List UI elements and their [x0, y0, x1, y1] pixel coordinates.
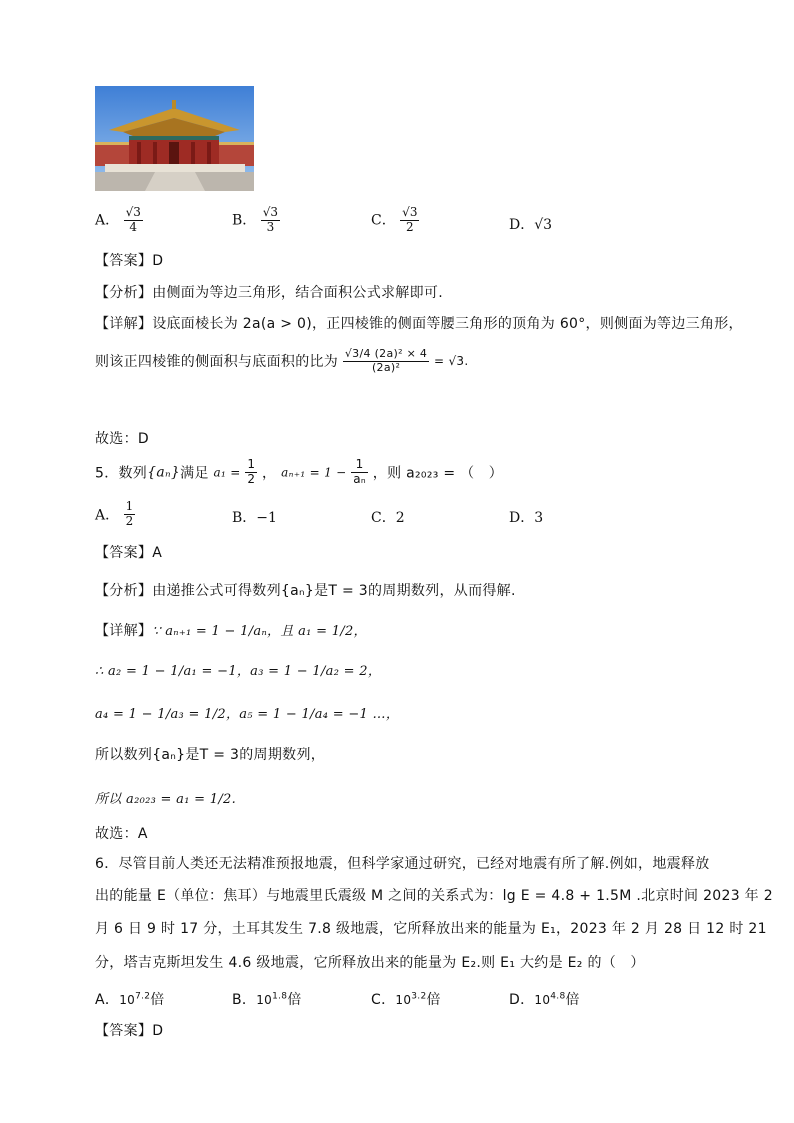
detail-math: 所以 a₂₀₂₃ = a₁ = 1/2.: [95, 792, 237, 807]
detail-tag: 【详解】: [95, 623, 153, 639]
stem-text: 6．尽管目前人类还无法精准预报地震，但科学家通过研究，已经对地震有所了解.例如，地震释放: [95, 856, 710, 872]
option-letter: B．: [232, 510, 257, 526]
stem-text: 分，塔吉克斯坦发生 4.6 级地震，它所释放出来的能量为 E₂.则 E₁ 大约是 E₂ 的（ ）: [95, 955, 645, 971]
option-letter: A．: [95, 212, 120, 229]
q5-option-d: [509, 507, 543, 527]
q5-choice: [95, 823, 148, 843]
palace-photo: [95, 86, 254, 191]
option-letter: C．: [371, 510, 396, 526]
q4-option-a: [95, 206, 143, 235]
option-unit: 倍: [426, 992, 441, 1008]
analysis-tag: 【分析】: [95, 285, 153, 301]
q6-answer-line: [95, 1020, 163, 1040]
answer-value: D: [152, 253, 164, 269]
stem-text: 满足: [180, 465, 209, 482]
q5-option-c: [371, 507, 405, 527]
q5-analysis-line: [95, 580, 516, 600]
detail-math: ∴ a₂ = 1 − 1/a₁ = −1，a₃ = 1 − 1/a₂ = 2，: [95, 664, 382, 679]
power-base: 10: [256, 993, 273, 1007]
q4-analysis-line: [95, 282, 443, 302]
stem-text: 出的能量 E（单位：焦耳）与地震里氏震级 M 之间的关系式为：lg E = 4.8 + 1.5M .北京时间 2023 年 2: [95, 888, 773, 904]
q5-detail-line2: [95, 660, 381, 679]
frac-denominator: 2: [247, 471, 256, 486]
q4-option-d: [509, 214, 552, 234]
frac-numerator: √3: [125, 205, 141, 219]
choice-text: 故选：D: [95, 431, 149, 447]
analysis-text: 由递推公式可得数列{aₙ}是T = 3的周期数列，从而得解.: [152, 583, 516, 599]
answer-value: A: [152, 545, 163, 561]
q5-detail-line3: [95, 703, 399, 722]
q6-option-b: [232, 989, 302, 1009]
q6-option-c: [371, 989, 441, 1009]
power-base: 10: [395, 993, 412, 1007]
frac-denominator: aₙ: [353, 471, 366, 486]
option-letter: D．: [509, 992, 535, 1008]
frac-numerator: 1: [351, 458, 368, 473]
option-letter: D．: [509, 510, 535, 526]
q6-stem-line2: [95, 885, 773, 905]
q4-detail-line1: [95, 313, 743, 333]
a1-expression: a₁ =: [213, 465, 241, 480]
option-value: −1: [256, 510, 277, 526]
q5-stem: 5．数列{aₙ}满足 a₁ = $\frac{1}{2}$ ， aₙ₊₁ = 1 − $\frac{1}{\text{aₙ}}$ ，则 a₂₀₂₃ = （ ）: [95, 457, 504, 486]
detail-text: 设底面棱长为 2a(a > 0)，正四棱锥的侧面等腰三角形的顶角为 60°，则侧面为等边三角形，: [152, 316, 743, 332]
q6-option-a: [95, 989, 165, 1009]
option-letter: A．: [95, 507, 120, 524]
analysis-text: 由侧面为等边三角形，结合面积公式求解即可.: [152, 285, 443, 301]
ratio-numerator: √3/4 (2a)² × 4: [344, 347, 428, 360]
power-exponent: 1.8: [272, 991, 288, 1002]
frac-denominator: 2: [405, 219, 414, 234]
power-exponent: 4.8: [550, 991, 566, 1002]
option-letter: B．: [232, 212, 257, 229]
q6-stem-line3: [95, 918, 767, 938]
frac-denominator: 3: [266, 219, 275, 234]
frac-denominator: 4: [129, 219, 138, 234]
option-unit: 倍: [150, 992, 165, 1008]
stem-text: ，则 a₂₀₂₃ = （ ）: [372, 465, 504, 482]
option-letter: A．: [95, 992, 120, 1008]
option-value: 3: [534, 510, 544, 526]
option-letter: C．: [371, 992, 396, 1008]
answer-value: D: [152, 1023, 164, 1039]
q4-detail-line2: [95, 348, 468, 374]
answer-tag: 【答案】: [95, 253, 153, 269]
ratio-result: = √3.: [434, 354, 469, 369]
answer-tag: 【答案】: [95, 1023, 153, 1039]
q4-option-c: [371, 206, 419, 235]
power-base: 10: [119, 993, 136, 1007]
analysis-tag: 【分析】: [95, 583, 153, 599]
sequence-symbol: {aₙ}: [147, 464, 181, 481]
power-exponent: 7.2: [135, 991, 151, 1002]
recurrence-expression: aₙ₊₁ = 1 −: [281, 465, 347, 480]
frac-numerator: √3: [402, 205, 418, 219]
q6-stem-line4: [95, 952, 645, 972]
frac-numerator: √3: [262, 205, 279, 219]
answer-tag: 【答案】: [95, 545, 153, 561]
option-unit: 倍: [565, 992, 580, 1008]
option-value: √3: [534, 217, 553, 233]
detail-math: a₄ = 1 − 1/a₃ = 1/2，a₅ = 1 − 1/a₄ = −1 …，: [95, 707, 400, 722]
frac-numerator: 1: [247, 457, 256, 471]
q6-stem-line1: [95, 853, 710, 873]
choice-text: 故选：A: [95, 826, 148, 842]
palace-illustration: [95, 86, 254, 191]
frac-denominator: 2: [125, 513, 134, 528]
ratio-denominator: (2a)²: [371, 360, 401, 374]
option-value: 2: [395, 510, 405, 526]
q5-detail-line4: [95, 744, 325, 764]
option-letter: C．: [371, 212, 396, 229]
detail-math: ∵ aₙ₊₁ = 1 − 1/aₙ，且 a₁ = 1/2，: [152, 624, 367, 639]
option-letter: B．: [232, 992, 257, 1008]
detail-tag: 【详解】: [95, 316, 153, 332]
option-unit: 倍: [287, 992, 302, 1008]
q4-choice: [95, 428, 149, 448]
q4-option-b: [232, 206, 280, 235]
q4-answer-line: [95, 250, 163, 270]
power-base: 10: [534, 993, 551, 1007]
q6-option-d: [509, 989, 580, 1009]
q5-answer-line: [95, 542, 162, 562]
detail-text: 则该正四棱锥的侧面积与底面积的比为: [95, 354, 339, 371]
q5-detail-line5: [95, 788, 236, 807]
q5-option-a: [95, 500, 135, 529]
q5-detail-line1: [95, 620, 367, 640]
frac-numerator: 1: [125, 499, 134, 513]
stem-text: 5．数列: [95, 465, 148, 482]
detail-text: 所以数列{aₙ}是T = 3的周期数列，: [95, 747, 326, 763]
stem-text: 月 6 日 9 时 17 分，土耳其发生 7.8 级地震，它所释放出来的能量为 E₁，2023 年 2 月 28 日 12 时 21: [95, 921, 767, 937]
q5-option-b: [232, 507, 277, 527]
power-exponent: 3.2: [411, 991, 427, 1002]
option-letter: D．: [509, 217, 535, 233]
